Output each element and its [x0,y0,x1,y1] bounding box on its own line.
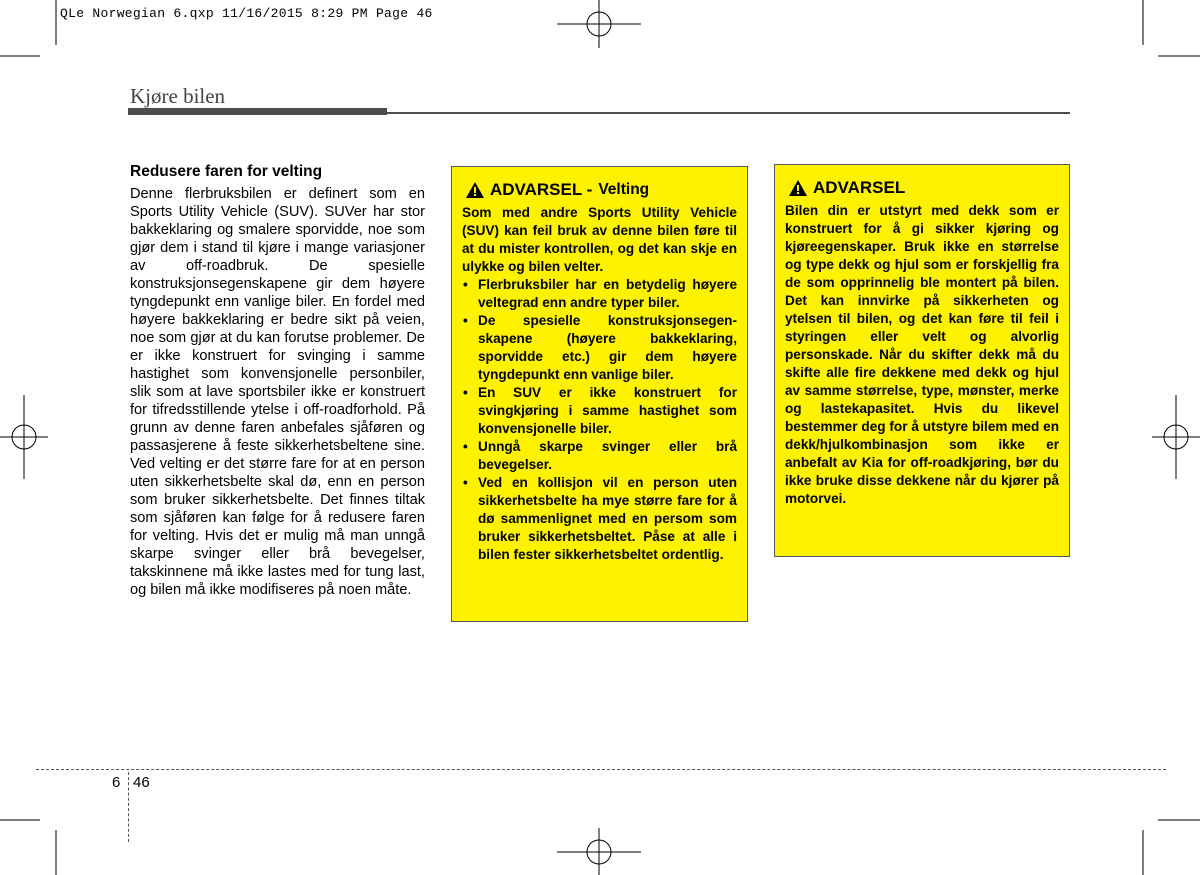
warning-box-rollover [451,166,748,622]
page-number: 46 [133,774,150,791]
bullet-text: Flerbruksbiler har en betydelig høyere veltegrad enn andre typer biler. [478,277,737,310]
list-item [462,384,737,438]
bullet-symbol: • [463,277,468,292]
list-item [462,438,737,474]
warning-intro: Som med andre Sports Utility Vehicle (SUV) kan feil bruk av denne bilen føre til at du mister kontrollen, og det kan skje en ulykke og bilen velter. [462,205,737,274]
warning-triangle-icon [466,182,484,198]
bullet-symbol: • [463,313,468,328]
header-rule [387,112,1070,114]
bullet-symbol: • [463,385,468,400]
warning-title: ADVARSEL - [490,180,593,199]
warning-subtitle: Velting [598,181,650,198]
bullet-symbol: • [463,439,468,454]
list-item [462,276,737,312]
registration-target-top [557,0,641,48]
bullet-text: En SUV er ikke konstruert for svingkjøring i samme hastighet som konvensjonelle biler. [478,385,737,436]
bullet-symbol: • [463,475,468,490]
chapter-number: 6 [112,774,121,791]
section-heading: Redusere faren for velting [130,163,323,180]
warning-bullet-list [462,276,737,564]
footer-divider [128,772,129,842]
warning-title: ADVARSEL [813,178,906,197]
body-paragraph: Denne flerbruksbilen er definert som en Sports Utility Vehicle (SUV). SUVer har stor bakkeklaring og smalere sporvidde, noe som gjør dem i stand til kjøre i mange variasjoner av off-roadbruk. De spesielle konstruksjonsegenskapene gir dem høyere tyngdepunkt enn vanlige biler. En fordel med høyere bakkeklaring er bedre sikt på veien, noe som gjør at du kan forutse problemer. De er ikke konstruert for svinging i samme hastighet som konvensjonelle personbiler, slik som at lave sportsbiler ikke er konstruert for tifredsstillende ytelse i off-roadforhold. På grunn av denne faren anbefales sjåføren og passasjerene å feste sikkerhetsbeltene sine. Ved velting er det større fare for at en person uten sikkerhetsbelte skal dø, enn en person som bruker sikkerhetsbelte. Det finnes tiltak som sjåføren kan følge for å redusere faren for velting. Hvis det er mulig må man unngå skarpe svinger eller brå bevegelser, takskinnene må ikke lastes med for tung last, og bilen må ikke modifiseres på noen måte. [130,186,425,598]
registration-target-right [1152,395,1200,479]
bullet-text: Unngå skarpe svinger eller brå bevegelser. [478,439,737,472]
footer-rule [36,769,1166,770]
warning-title-row [785,177,1059,199]
warning-text: Bilen din er utstyrt med dekk som er konstruert for å gi sikker kjøring og kjøreegenskaper. Bruk ikke en størrelse og type dekk og hjul som er forskjellig fra de som opprinnelig ble montert på bilen. Det kan innvirke på sikkerheten og ytelsen til bilen, og det kan føre til feil i styringen eller velt og alvorlig personskade. Når du skifter dekk må du skifte alle fire dekkene med dekk og hjul av samme størrelse, type, mønster, merke og lastekapasitet. Hvis du likevel bestemmer deg for å utstyre bilem med en dekk/hjulkombinasjon som ikke er anbefalt av Kia for off-roadkjøring, bør du ikke bruke disse dekkene når du kjører på motorvei. [785,203,1059,506]
bullet-text: De spesielle konstruksjonsegen-skapene (høyere bakkeklaring, sporvidde etc.) gir dem høyere tyngdepunkt enn vanlige biler. [478,313,737,382]
printer-slug: QLe Norwegian 6.qxp 11/16/2015 8:29 PM Page 46 [60,6,433,21]
list-item [462,474,737,564]
registration-target-bottom [557,828,641,875]
registration-target-left [0,395,48,479]
list-item [462,312,737,384]
header-bar [128,108,387,115]
warning-title-row [462,179,737,201]
warning-triangle-icon [789,180,807,196]
section-header-title: Kjøre bilen [130,84,226,108]
bullet-text: Ved en kollisjon vil en person uten sikkerhetsbelte ha mye større fare for å dø sammenlignet med en persom som bruker sikkerhetsbeltet. Påse at alle i bilen fester sikkerhetsbeltet ordentlig. [478,475,737,562]
warning-box-tires [774,164,1070,557]
